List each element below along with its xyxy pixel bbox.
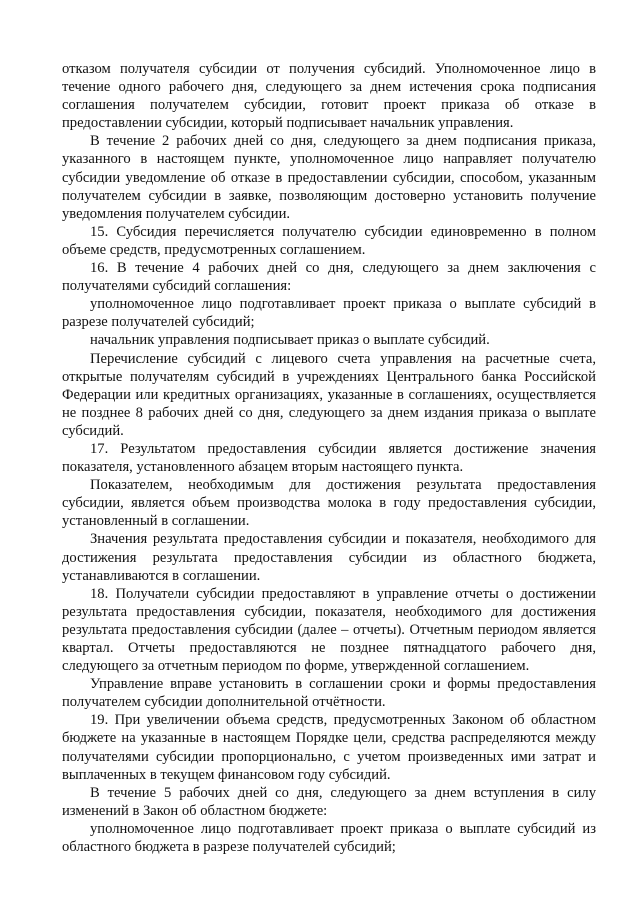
paragraph-item-19: 19. При увеличении объема средств, предусмотренных Законом об областном бюджете на указанные в настоящем Порядке цели, средства распределяются между получателями субсидии пропорционально, с учетом произведенных ими затрат и выплаченных в текущем финансовом году субсидий. xyxy=(62,712,596,783)
paragraph-draft-order-regional: уполномоченное лицо подготавливает проект приказа о выплате субсидий из областного бюджета в разрезе получателей субсидий; xyxy=(62,820,596,856)
paragraph-item-16-draft-order: уполномоченное лицо подготавливает проект приказа о выплате субсидий в разрезе получателей субсидий; xyxy=(62,296,596,331)
paragraph-item-16: 16. В течение 4 рабочих дней со дня, следующего за днем заключения с получателями субсидий соглашения: xyxy=(62,260,596,295)
paragraph-item-18: 18. Получатели субсидии предоставляют в управление отчеты о достижении результата предоставления субсидии, показателя, необходимого для достижения результата предоставления субсидии (далее – отчеты). Отчетным периодом является квартал. Отчеты предоставляются не позднее пятнадцатого рабочего дня, следующего за отчетным периодом по форме, утвержденной соглашением. xyxy=(62,585,596,675)
paragraph-additional-reporting: Управление вправе установить в соглашении сроки и формы предоставления получателем субсидии дополнительной отчётности. xyxy=(62,676,596,711)
paragraph-transfer-of-subsidies: Перечисление субсидий с лицевого счета управления на расчетные счета, открытые получателям субсидий в учреждениях Центрального банка Российской Федерации или кредитных организациях, указанные в соглашениях, осуществляется не позднее 8 рабочих дней со дня, следующего за днем издания приказа о выплате субсидий. xyxy=(62,350,596,439)
paragraph-continuation: отказом получателя субсидии от получения субсидий. Уполномоченное лицо в течение одного рабочего дня, следующего за днем истечения срока подписания соглашения получателем субсидии, готовит проект приказа об отказе в предоставлении субсидии, который подписывает начальник управления. xyxy=(62,61,596,132)
paragraph-budget-law-changes: В течение 5 рабочих дней со дня, следующего за днем вступления в силу изменений в Закон об областном бюджете: xyxy=(62,784,596,819)
paragraph-item-15: 15. Субсидия перечисляется получателю субсидии единовременно в полном объеме средств, предусмотренных соглашением. xyxy=(62,223,596,258)
paragraph-item-16-sign-order: начальник управления подписывает приказ о выплате субсидий. xyxy=(90,332,490,349)
paragraph-indicator: Показателем, необходимым для достижения результата предоставления субсидии, является объем производства молока в году предоставления субсидии, установленный в соглашении. xyxy=(62,477,596,530)
document-page xyxy=(62,60,596,856)
paragraph-item-17: 17. Результатом предоставления субсидии является достижение значения показателя, установленного абзацем вторым настоящего пункта. xyxy=(62,440,596,476)
paragraph-result-values: Значения результата предоставления субсидии и показателя, необходимого для достижения результата предоставления субсидии из областного бюджета, устанавливаются в соглашении. xyxy=(62,531,596,584)
paragraph-notice-of-refusal: В течение 2 рабочих дней со дня, следующего за днем подписания приказа, указанного в настоящем пункте, уполномоченное лицо направляет получателю субсидии уведомление об отказе в предоставлении субсидии, способом, указанным получателем субсидии в заявке, позволяющим достоверно установить получение уведомления получателем субсидии. xyxy=(62,133,596,222)
